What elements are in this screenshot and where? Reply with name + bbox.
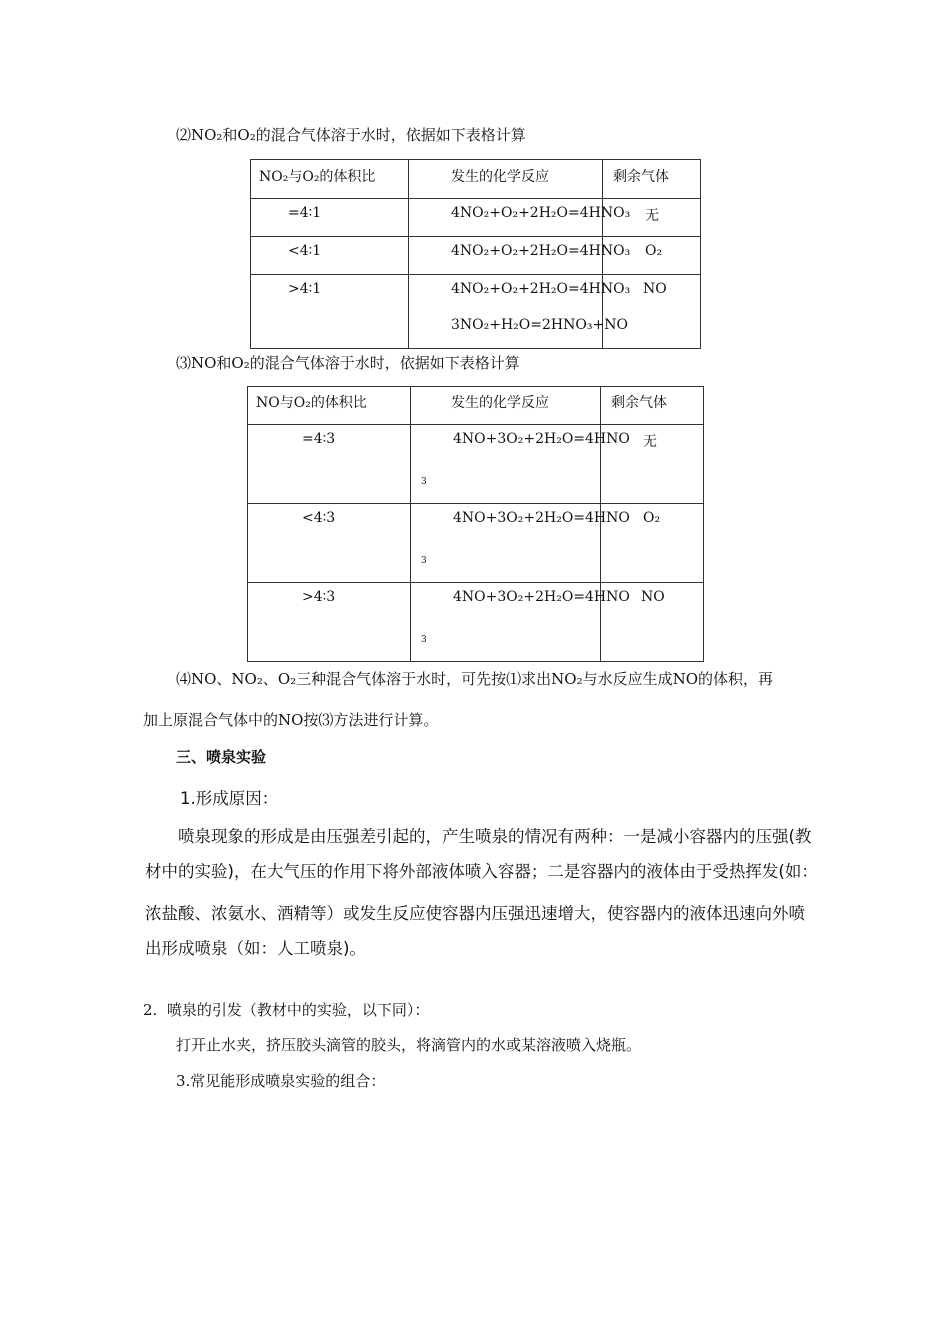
reaction-subscript: 3 (421, 635, 427, 645)
reaction-subscript: 3 (421, 556, 427, 566)
item3-heading: 3.常见能形成喷泉实验的组合： (176, 1072, 386, 1090)
table-header-row (248, 387, 704, 425)
reaction-cell: 4NO₂+O₂+2H₂O=4HNO₃ (451, 281, 631, 297)
formation-cause-heading: 1.形成原因： (180, 789, 279, 808)
ratio-cell: =4∶1 (288, 205, 322, 221)
fountain-paragraph-line3: 浓盐酸、浓氨水、酒精等）或发生反应使容器内压强迅速增大，使容器内的液体迅速向外喷 (145, 904, 805, 923)
reaction-cell: 4NO₂+O₂+2H₂O=4HNO₃ (451, 243, 631, 259)
section2-heading: ⑵NO₂和O₂的混合气体溶于水时，依据如下表格计算 (176, 126, 526, 144)
item2-heading: 2. 喷泉的引发（教材中的实验，以下同）： (143, 1001, 430, 1019)
fountain-heading: 三、喷泉实验 (176, 748, 267, 766)
reaction-subscript: 3 (421, 477, 427, 487)
reaction-cell-line2: 3NO₂+H₂O=2HNO₃+NO (451, 317, 628, 333)
ratio-cell: >4∶3 (302, 589, 336, 605)
table-row (248, 583, 704, 662)
header-remaining-gas: 剩余气体 (613, 169, 669, 185)
item2-text: 打开止水夹，挤压胶头滴管的胶头，将滴管内的水或某溶液喷入烧瓶。 (176, 1036, 642, 1054)
fountain-paragraph-line4: 出形成喷泉（如：人工喷泉)。 (145, 939, 366, 958)
fountain-paragraph-line1: 喷泉现象的形成是由压强差引起的，产生喷泉的情况有两种：一是减小容器内的压强(教 (178, 827, 812, 846)
section4-line2: 加上原混合气体中的NO按⑶方法进行计算。 (143, 711, 439, 729)
section4-line1: ⑷NO、NO₂、O₂三种混合气体溶于水时，可先按⑴求出NO₂与水反应生成NO的体积，再 (176, 670, 774, 688)
header-reaction: 发生的化学反应 (451, 395, 549, 411)
no2-o2-table (250, 159, 701, 349)
section3-heading: ⑶NO和O₂的混合气体溶于水时，依据如下表格计算 (176, 354, 520, 372)
table-header-row (251, 160, 701, 199)
table-row (251, 237, 701, 275)
reaction-cell: 4NO+3O₂+2H₂O=4HNO (453, 589, 630, 605)
remaining-gas-cell: O₂ (643, 510, 661, 526)
remaining-gas-cell: 无 (645, 208, 659, 224)
reaction-cell: 4NO₂+O₂+2H₂O=4HNO₃ (451, 205, 631, 221)
fountain-paragraph-line2: 材中的实验)，在大气压的作用下将外部液体喷入容器；二是容器内的液体由于受热挥发(如： (145, 862, 818, 881)
header-reaction: 发生的化学反应 (451, 169, 549, 185)
table-row (251, 199, 701, 237)
remaining-gas-cell: 无 (643, 434, 657, 450)
remaining-gas-cell: O₂ (645, 243, 663, 259)
no-o2-table (247, 386, 704, 662)
header-remaining-gas: 剩余气体 (611, 395, 667, 411)
remaining-gas-cell: NO (641, 589, 665, 605)
ratio-cell: <4∶1 (288, 243, 322, 259)
table-row (248, 425, 704, 504)
remaining-gas-cell: NO (643, 281, 667, 297)
reaction-cell: 4NO+3O₂+2H₂O=4HNO (453, 431, 630, 447)
header-ratio: NO与O₂的体积比 (256, 395, 367, 411)
ratio-cell: >4∶1 (288, 281, 322, 297)
reaction-cell: 4NO+3O₂+2H₂O=4HNO (453, 510, 630, 526)
ratio-cell: <4∶3 (302, 510, 336, 526)
header-ratio: NO₂与O₂的体积比 (259, 169, 376, 185)
table-row (251, 275, 701, 349)
table-row (248, 504, 704, 583)
ratio-cell: =4∶3 (302, 431, 336, 447)
